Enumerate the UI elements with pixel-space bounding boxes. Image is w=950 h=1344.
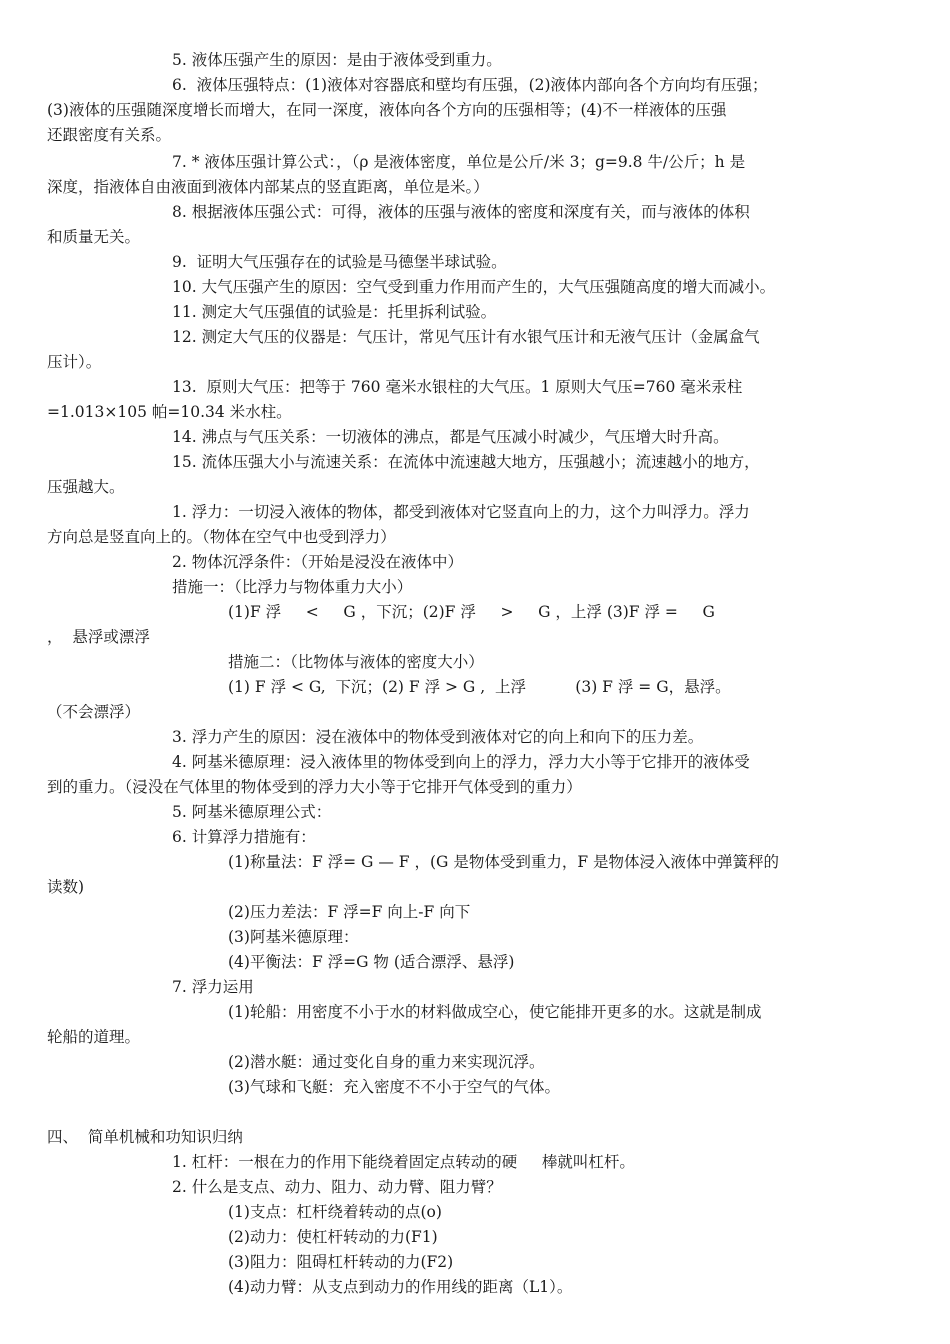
text-line: (2)压力差法：F 浮=F 向上-F 向下 <box>228 903 471 921</box>
section-heading: 四、 简单机械和功知识归纳 <box>47 1128 243 1146</box>
text-line: 措施一：（比浮力与物体重力大小） <box>172 578 413 596</box>
text-line: 7. 浮力运用 <box>172 978 254 996</box>
text-line: 8. 根据液体压强公式：可得，液体的压强与液体的密度和深度有关，而与液体的体积 <box>172 203 750 221</box>
text-line: （不会漂浮） <box>47 703 141 721</box>
text-line: (1) F 浮 < G, 下沉；(2) F 浮 > G , 上浮 (3) F 浮 = G，悬浮。 <box>228 678 731 696</box>
text-line: 轮船的道理。 <box>47 1028 141 1046</box>
text-line: 1. 浮力：一切浸入液体的物体，都受到液体对它竖直向上的力，这个力叫浮力。浮力 <box>172 503 750 521</box>
text-line: (1)F 浮 < G ，下沉；(2)F 浮 > G ，上浮 (3)F 浮 = G <box>228 603 715 621</box>
text-line: 15. 流体压强大小与流速关系：在流体中流速越大地方，压强越小；流速越小的地方， <box>172 453 760 471</box>
text-line: (2)潜水艇：通过变化自身的重力来实现沉浮。 <box>228 1053 545 1071</box>
text-line: 6. 计算浮力措施有： <box>172 828 316 846</box>
text-line: (1)支点：杠杆绕着转动的点(o) <box>228 1203 442 1221</box>
text-line: 9. 证明大气压强存在的试验是马德堡半球试验。 <box>172 253 507 271</box>
text-line: 13. 原则大气压：把等于 760 毫米水银柱的大气压。1 原则大气压=760 毫米汞柱 <box>172 378 743 396</box>
text-line: 7. * 液体压强计算公式：，（ρ 是液体密度，单位是公斤/米 3；g=9.8 牛/公斤；h 是 <box>172 153 746 171</box>
text-line: 10. 大气压强产生的原因：空气受到重力作用而产生的，大气压强随高度的增大而减小。 <box>172 278 776 296</box>
text-line: 深度，指液体自由液面到液体内部某点的竖直距离，单位是米。） <box>47 178 489 196</box>
text-line: (1)轮船：用密度不小于水的材料做成空心，使它能排开更多的水。这就是制成 <box>228 1003 762 1021</box>
text-line: 方向总是竖直向上的。（物体在空气中也受到浮力） <box>47 528 396 546</box>
text-line: 5. 液体压强产生的原因：是由于液体受到重力。 <box>172 51 502 69</box>
text-line: ， 悬浮或漂浮 <box>47 628 150 646</box>
text-line: =1.013×105 帕=10.34 米水柱。 <box>47 403 292 421</box>
text-line: 压强越大。 <box>47 478 125 496</box>
text-line: (2)动力：使杠杆转动的力(F1) <box>228 1228 438 1246</box>
text-line: 4. 阿基米德原理：浸入液体里的物体受到向上的浮力，浮力大小等于它排开的液体受 <box>172 753 750 771</box>
text-line: 12. 测定大气压的仪器是：气压计，常见气压计有水银气压计和无液气压计（金属盒气 <box>172 328 760 346</box>
text-line: 11. 测定大气压强值的试验是：托里拆利试验。 <box>172 303 497 321</box>
text-line: 14. 沸点与气压关系：一切液体的沸点，都是气压减小时减少，气压增大时升高。 <box>172 428 729 446</box>
text-line: (4)平衡法：F 浮=G 物 (适合漂浮、悬浮) <box>228 953 515 971</box>
text-line: 压计）。 <box>47 353 102 371</box>
text-line: 1. 杠杆：一根在力的作用下能绕着固定点转动的硬 棒就叫杠杆。 <box>172 1153 635 1171</box>
text-line: (3)阻力：阻碍杠杆转动的力(F2) <box>228 1253 454 1271</box>
text-line: 5. 阿基米德原理公式： <box>172 803 332 821</box>
text-line: (3)气球和飞艇：充入密度不不小于空气的气体。 <box>228 1078 560 1096</box>
text-line: (4)动力臂：从支点到动力的作用线的距离（L1）。 <box>228 1278 573 1296</box>
text-line: 读数) <box>47 878 85 896</box>
text-line: (1)称量法：F 浮= G — F ，(G 是物体受到重力，F 是物体浸入液体中弹簧秤的 <box>228 853 780 871</box>
text-line: 6. 液体压强特点：(1)液体对容器底和壁均有压强，(2)液体内部向各个方向均有压强； <box>172 76 768 94</box>
text-line: 和质量无关。 <box>47 228 141 246</box>
text-line: 还跟密度有关系。 <box>47 126 172 144</box>
text-line: 2. 物体沉浮条件：（开始是浸没在液体中） <box>172 553 463 571</box>
text-line: (3)阿基米德原理： <box>228 928 359 946</box>
text-line: 3. 浮力产生的原因：浸在液体中的物体受到液体对它的向上和向下的压力差。 <box>172 728 704 746</box>
text-line: 措施二：（比物体与液体的密度大小） <box>228 653 484 671</box>
text-line: (3)液体的压强随深度增长而增大，在同一深度，液体向各个方向的压强相等；(4)不一样液体的压强 <box>47 101 727 119</box>
text-line: 到的重力。（浸没在气体里的物体受到的浮力大小等于它排开气体受到的重力） <box>47 778 582 796</box>
text-line: 2. 什么是支点、动力、阻力、动力臂、阻力臂？ <box>172 1178 502 1196</box>
